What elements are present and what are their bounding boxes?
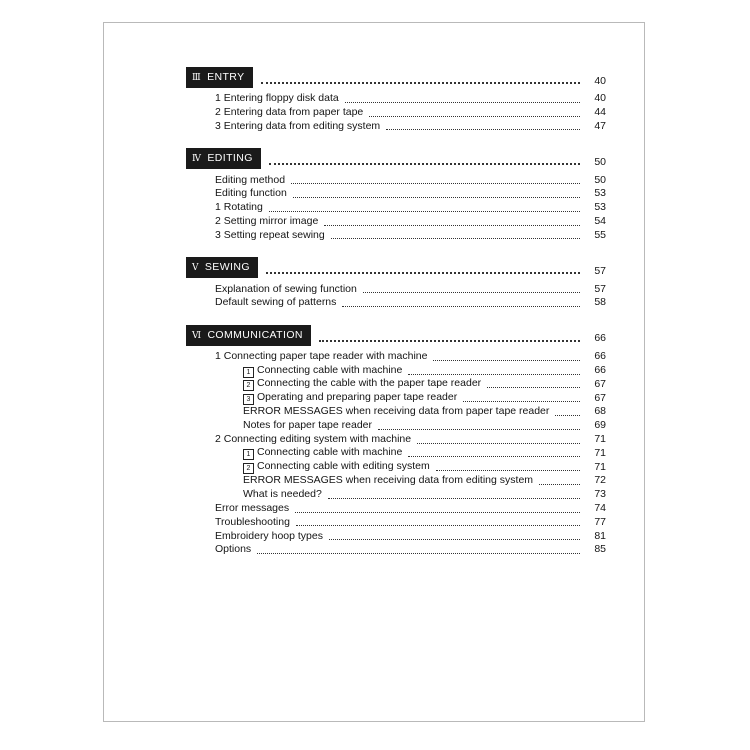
- entry-label-wrap: [215, 229, 325, 243]
- toc-entry[interactable]: [186, 106, 606, 120]
- entry-label: 3 Entering data from editing system: [215, 119, 381, 132]
- section-title: ENTRY: [207, 71, 245, 83]
- entry-label-wrap: [243, 460, 430, 474]
- entry-label-wrap: [215, 502, 289, 516]
- page-number: 66: [594, 350, 606, 363]
- toc-entry[interactable]: [186, 229, 606, 243]
- dot-leader: [386, 129, 580, 130]
- page-number: 81: [594, 529, 606, 542]
- dot-leader: [378, 429, 580, 430]
- section-title: SEWING: [204, 261, 250, 274]
- entry-label: Troubleshooting: [215, 515, 290, 528]
- section-header[interactable]: [186, 149, 606, 169]
- entry-label: Options: [215, 543, 252, 556]
- entry-label: Error messages: [215, 502, 290, 515]
- entry-label: 1 Entering floppy disk data: [215, 92, 339, 105]
- entry-label: Editing method: [215, 173, 286, 186]
- dot-leader: [296, 525, 580, 526]
- toc-entry[interactable]: [186, 405, 606, 419]
- page-number: 40: [594, 74, 606, 87]
- toc-entry[interactable]: [186, 350, 606, 364]
- section-title-box: [186, 257, 258, 278]
- entry-label: Default sewing of patterns: [215, 296, 337, 309]
- page-number: 72: [594, 474, 606, 487]
- entry-label-wrap: [243, 474, 533, 488]
- page-number: 71: [594, 446, 606, 459]
- page-number: 69: [594, 419, 606, 432]
- page-number: 77: [594, 515, 606, 528]
- entry-label: Operating and preparing paper tape reader: [257, 391, 458, 404]
- dot-leader: [463, 401, 580, 402]
- toc-section: [186, 149, 606, 242]
- section-header[interactable]: [186, 326, 606, 346]
- entry-label: 2 Setting mirror image: [215, 215, 319, 228]
- boxed-number: 3: [243, 394, 254, 405]
- toc-entry[interactable]: [186, 215, 606, 229]
- boxed-number: 2: [243, 463, 254, 474]
- dot-leader: [539, 484, 580, 485]
- entry-label-wrap: [215, 201, 263, 215]
- entry-label-wrap: [215, 516, 290, 530]
- page-number: 66: [594, 364, 606, 377]
- section-title-box: [186, 148, 261, 169]
- entry-label: 3 Setting repeat sewing: [215, 228, 325, 241]
- entry-label: 1 Connecting paper tape reader with machine: [215, 350, 428, 363]
- entry-label: Connecting cable with editing system: [257, 460, 430, 473]
- entry-label-wrap: [215, 433, 411, 447]
- page-number: 53: [594, 187, 606, 200]
- toc-entry[interactable]: [186, 433, 606, 447]
- dot-leader: [295, 512, 580, 513]
- boxed-number: 2: [243, 380, 254, 391]
- toc-entry[interactable]: [186, 543, 606, 557]
- entry-label-wrap: [243, 391, 457, 405]
- page-number: 58: [594, 296, 606, 309]
- page-number: 50: [594, 155, 606, 168]
- entry-label: Connecting the cable with the paper tape reader: [257, 377, 482, 390]
- toc-entry[interactable]: [186, 187, 606, 201]
- dot-leader: [261, 82, 581, 84]
- entry-label: ERROR MESSAGES when receiving data from editing system: [243, 474, 534, 487]
- toc-entry[interactable]: [186, 391, 606, 405]
- toc-entry[interactable]: [186, 502, 606, 516]
- dot-leader: [363, 292, 580, 293]
- toc-entry[interactable]: [186, 447, 606, 461]
- entry-label-wrap: [215, 120, 380, 134]
- entry-label: Connecting cable with machine: [257, 446, 403, 459]
- page-number: 71: [594, 460, 606, 473]
- toc-entry[interactable]: [186, 474, 606, 488]
- entry-label-wrap: [215, 215, 318, 229]
- dot-leader: [345, 102, 580, 103]
- entry-label-wrap: [215, 296, 336, 310]
- dot-leader: [328, 498, 580, 499]
- entry-label: 1 Rotating: [215, 201, 263, 214]
- dot-leader: [266, 272, 580, 274]
- section-numeral: Ⅵ: [192, 330, 202, 341]
- dot-leader: [329, 539, 580, 540]
- page-number: 66: [594, 332, 606, 345]
- dot-leader: [487, 387, 580, 388]
- dot-leader: [269, 163, 580, 165]
- entry-label: ERROR MESSAGES when receiving data from paper tape reader: [243, 405, 550, 418]
- page-number: 67: [594, 391, 606, 404]
- dot-leader: [555, 415, 580, 416]
- entry-label-wrap: [215, 283, 357, 297]
- entry-label: 2 Entering data from paper tape: [215, 106, 364, 119]
- section-title: EDITING: [207, 152, 253, 165]
- dot-leader: [269, 211, 580, 212]
- page-number: 53: [594, 201, 606, 214]
- toc-entry[interactable]: [186, 516, 606, 530]
- entry-label-wrap: [243, 419, 372, 433]
- entry-label: Notes for paper tape reader: [243, 419, 372, 432]
- toc-entry[interactable]: [186, 173, 606, 187]
- entry-label-wrap: [215, 543, 251, 557]
- entry-label-wrap: [243, 377, 481, 391]
- toc-section: [186, 68, 606, 133]
- entry-label-wrap: [215, 530, 323, 544]
- page-number: 54: [594, 215, 606, 228]
- toc-entry[interactable]: [186, 529, 606, 543]
- entry-label: Connecting cable with machine: [257, 363, 403, 376]
- section-title-box: [186, 67, 253, 88]
- page-number: 47: [594, 119, 606, 132]
- page-number: 74: [594, 502, 606, 515]
- entry-label-wrap: [215, 350, 427, 364]
- dot-leader: [408, 456, 580, 457]
- page-number: 50: [594, 173, 606, 186]
- page-number: 44: [594, 106, 606, 119]
- entry-label-wrap: [243, 488, 322, 502]
- toc-section: [186, 258, 606, 310]
- page-number: 55: [594, 228, 606, 241]
- entry-label-wrap: [215, 92, 339, 106]
- boxed-number: 1: [243, 367, 254, 378]
- toc-entry[interactable]: [186, 378, 606, 392]
- toc-entry[interactable]: [186, 364, 606, 378]
- dot-leader: [331, 238, 580, 239]
- page-number: 40: [594, 92, 606, 105]
- dot-leader: [291, 183, 580, 184]
- dot-leader: [433, 360, 580, 361]
- section-numeral: Ⅴ: [192, 263, 199, 274]
- section-numeral: Ⅲ: [192, 73, 202, 83]
- page-number: 57: [594, 264, 606, 277]
- entry-label-wrap: [215, 187, 287, 201]
- toc-entry[interactable]: [186, 201, 606, 215]
- entry-label-wrap: [243, 405, 549, 419]
- entry-label: Editing function: [215, 187, 287, 200]
- page-number: 67: [594, 377, 606, 390]
- page-number: 73: [594, 488, 606, 501]
- entry-label-wrap: [243, 364, 402, 378]
- dot-leader: [257, 553, 580, 554]
- toc-entry[interactable]: [186, 282, 606, 296]
- entry-label: 2 Connecting editing system with machine: [215, 433, 412, 446]
- entry-label: Embroidery hoop types: [215, 529, 323, 542]
- entry-label: What is needed?: [243, 488, 322, 501]
- entry-label-wrap: [243, 446, 402, 460]
- dot-leader: [319, 340, 580, 342]
- section-title-box: [186, 325, 311, 346]
- page-number: 68: [594, 405, 606, 418]
- toc-entry[interactable]: [186, 120, 606, 134]
- boxed-number: 1: [243, 449, 254, 460]
- dot-leader: [342, 306, 580, 307]
- entry-label: Explanation of sewing function: [215, 282, 357, 295]
- entry-label-wrap: [215, 174, 285, 188]
- toc-entry[interactable]: [186, 296, 606, 310]
- page-number: 57: [594, 282, 606, 295]
- dot-leader: [369, 116, 580, 117]
- dot-leader: [417, 443, 580, 444]
- table-of-contents: [186, 68, 606, 573]
- section-header[interactable]: [186, 68, 606, 88]
- toc-entry[interactable]: [186, 460, 606, 474]
- page-number: 85: [594, 543, 606, 556]
- document-page: [103, 22, 645, 722]
- toc-entry[interactable]: [186, 419, 606, 433]
- section-header[interactable]: [186, 258, 606, 278]
- dot-leader: [436, 470, 580, 471]
- toc-section: [186, 326, 606, 557]
- dot-leader: [293, 197, 580, 198]
- entry-label-wrap: [215, 106, 363, 120]
- section-title: COMMUNICATION: [207, 328, 303, 341]
- section-numeral: Ⅳ: [192, 154, 202, 165]
- toc-entry[interactable]: [186, 92, 606, 106]
- dot-leader: [408, 374, 580, 375]
- page-number: 71: [594, 433, 606, 446]
- dot-leader: [324, 225, 580, 226]
- toc-entry[interactable]: [186, 488, 606, 502]
